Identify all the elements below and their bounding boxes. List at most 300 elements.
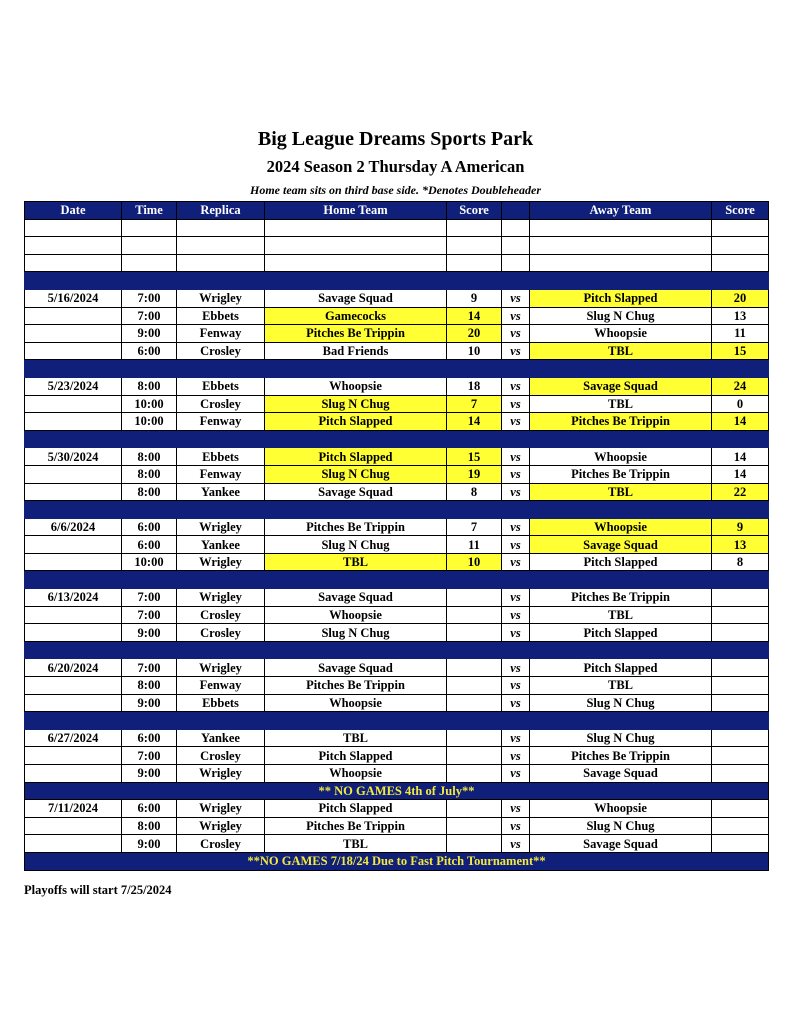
separator-cell [502,501,530,519]
game-row [25,536,769,554]
separator-cell [177,430,265,448]
home-score-cell: 15 [447,448,502,466]
home-score-cell [447,694,502,712]
vs-cell: vs [502,747,530,765]
game-row [25,659,769,677]
home-score-cell: 8 [447,483,502,501]
time-cell: 6:00 [122,729,177,747]
home-score-cell [447,624,502,642]
game-row [25,606,769,624]
date-cell: 5/23/2024 [25,377,122,395]
home-team-cell: Savage Squad [265,483,447,501]
empty-row [25,237,769,255]
replica-cell: Ebbets [177,694,265,712]
empty-row [25,254,769,272]
empty-row [25,219,769,237]
away-team-cell: TBL [530,483,712,501]
empty-cell [712,237,769,255]
away-score-cell: 13 [712,307,769,325]
home-team-cell: Whoopsie [265,694,447,712]
empty-cell [177,237,265,255]
home-team-cell: Savage Squad [265,589,447,607]
away-team-cell: Whoopsie [530,800,712,818]
replica-cell: Ebbets [177,377,265,395]
replica-cell: Wrigley [177,553,265,571]
date-cell: 6/20/2024 [25,659,122,677]
time-cell: 6:00 [122,800,177,818]
separator-cell [25,501,122,519]
home-score-cell: 7 [447,395,502,413]
vs-cell: vs [502,289,530,307]
vs-cell: vs [502,448,530,466]
away-team-cell: Slug N Chug [530,729,712,747]
separator-row [25,360,769,378]
page-subtitle: 2024 Season 2 Thursday A American [266,157,525,176]
vs-cell: vs [502,800,530,818]
vs-cell: vs [502,694,530,712]
separator-row [25,712,769,730]
vs-cell: vs [502,342,530,360]
away-score-cell [712,800,769,818]
date-cell: 6/6/2024 [25,518,122,536]
away-score-cell [712,589,769,607]
vs-cell: vs [502,659,530,677]
vs-cell: vs [502,413,530,431]
separator-row [25,430,769,448]
replica-cell: Fenway [177,413,265,431]
away-team-cell: Whoopsie [530,518,712,536]
time-cell: 6:00 [122,342,177,360]
date-cell [25,747,122,765]
home-score-cell [447,729,502,747]
empty-cell [25,219,122,237]
separator-row [25,641,769,659]
date-cell [25,677,122,695]
away-score-cell [712,817,769,835]
date-cell [25,307,122,325]
away-score-cell [712,765,769,783]
empty-cell [447,219,502,237]
away-score-cell: 22 [712,483,769,501]
away-team-cell: Slug N Chug [530,307,712,325]
home-team-cell: Gamecocks [265,307,447,325]
replica-cell: Wrigley [177,765,265,783]
empty-cell [530,219,712,237]
home-score-cell: 18 [447,377,502,395]
date-cell [25,465,122,483]
separator-cell [265,430,447,448]
separator-cell [712,712,769,730]
col-header-time: Time [122,202,177,220]
game-row [25,694,769,712]
separator-cell [712,571,769,589]
date-cell [25,342,122,360]
home-team-cell: Pitches Be Trippin [265,677,447,695]
separator-cell [265,360,447,378]
separator-cell [25,571,122,589]
empty-cell [502,237,530,255]
replica-cell: Wrigley [177,289,265,307]
date-cell [25,483,122,501]
empty-cell [122,254,177,272]
separator-cell [447,571,502,589]
date-cell [25,553,122,571]
separator-row [25,501,769,519]
separator-cell [122,430,177,448]
away-score-cell [712,677,769,695]
home-score-cell: 11 [447,536,502,554]
time-cell: 8:00 [122,448,177,466]
notice-row [25,852,769,870]
separator-cell [177,641,265,659]
away-team-cell: Pitch Slapped [530,289,712,307]
home-score-cell [447,589,502,607]
home-score-cell [447,817,502,835]
separator-cell [265,501,447,519]
home-score-cell: 14 [447,413,502,431]
away-score-cell [712,729,769,747]
date-cell: 5/30/2024 [25,448,122,466]
vs-cell: vs [502,624,530,642]
empty-cell [712,219,769,237]
away-score-cell [712,747,769,765]
empty-cell [530,254,712,272]
schedule-table [24,201,769,871]
vs-cell: vs [502,395,530,413]
date-cell: 5/16/2024 [25,289,122,307]
separator-cell [530,641,712,659]
date-cell [25,325,122,343]
game-row [25,325,769,343]
away-score-cell: 14 [712,413,769,431]
separator-cell [265,571,447,589]
separator-cell [122,272,177,290]
date-cell [25,606,122,624]
separator-cell [502,641,530,659]
home-score-cell [447,677,502,695]
home-team-cell: Whoopsie [265,606,447,624]
time-cell: 8:00 [122,377,177,395]
vs-cell: vs [502,817,530,835]
separator-cell [122,360,177,378]
date-cell: 6/13/2024 [25,589,122,607]
separator-cell [25,360,122,378]
separator-cell [712,272,769,290]
separator-cell [502,360,530,378]
game-row [25,465,769,483]
col-header-home-team: Home Team [265,202,447,220]
vs-cell: vs [502,518,530,536]
date-cell [25,395,122,413]
time-cell: 10:00 [122,413,177,431]
home-team-cell: Pitches Be Trippin [265,518,447,536]
separator-cell [122,501,177,519]
empty-cell [265,254,447,272]
separator-cell [447,430,502,448]
home-team-cell: TBL [265,729,447,747]
home-team-cell: TBL [265,553,447,571]
away-team-cell: Whoopsie [530,325,712,343]
game-row [25,729,769,747]
home-score-cell [447,747,502,765]
away-team-cell: Slug N Chug [530,694,712,712]
away-team-cell: Pitches Be Trippin [530,747,712,765]
col-header-away-score: Score [712,202,769,220]
home-score-cell: 20 [447,325,502,343]
empty-cell [177,254,265,272]
time-cell: 9:00 [122,765,177,783]
home-team-cell: Slug N Chug [265,395,447,413]
away-score-cell: 14 [712,448,769,466]
separator-cell [177,501,265,519]
home-score-cell: 7 [447,518,502,536]
separator-row [25,272,769,290]
away-team-cell: Pitch Slapped [530,624,712,642]
time-cell: 10:00 [122,553,177,571]
empty-cell [265,219,447,237]
time-cell: 10:00 [122,395,177,413]
empty-cell [712,254,769,272]
time-cell: 7:00 [122,589,177,607]
game-row [25,395,769,413]
time-cell: 6:00 [122,536,177,554]
col-header-replica: Replica [177,202,265,220]
game-row [25,413,769,431]
away-score-cell [712,624,769,642]
home-score-cell: 14 [447,307,502,325]
replica-cell: Ebbets [177,307,265,325]
away-score-cell [712,606,769,624]
game-row [25,800,769,818]
away-score-cell [712,659,769,677]
away-team-cell: Pitch Slapped [530,659,712,677]
separator-cell [447,641,502,659]
away-score-cell: 14 [712,465,769,483]
game-row [25,589,769,607]
away-score-cell: 13 [712,536,769,554]
separator-cell [177,712,265,730]
schedule-body [25,219,769,870]
game-row [25,342,769,360]
separator-cell [712,360,769,378]
col-header-vs [502,202,530,220]
separator-cell [265,641,447,659]
away-team-cell: Savage Squad [530,536,712,554]
date-cell: 7/11/2024 [25,800,122,818]
separator-cell [502,272,530,290]
home-score-cell [447,606,502,624]
home-team-cell: Savage Squad [265,659,447,677]
away-score-cell: 8 [712,553,769,571]
time-cell: 6:00 [122,518,177,536]
replica-cell: Crosley [177,606,265,624]
empty-cell [265,237,447,255]
notice-text: **NO GAMES 7/18/24 Due to Fast Pitch Tournament** [25,852,769,870]
replica-cell: Yankee [177,483,265,501]
time-cell: 9:00 [122,325,177,343]
home-team-cell: Slug N Chug [265,465,447,483]
page-title: Big League Dreams Sports Park [257,128,534,150]
away-score-cell: 20 [712,289,769,307]
home-team-cell: Bad Friends [265,342,447,360]
replica-cell: Crosley [177,624,265,642]
vs-cell: vs [502,765,530,783]
col-header-away-team: Away Team [530,202,712,220]
game-row [25,483,769,501]
game-row [25,677,769,695]
vs-cell: vs [502,377,530,395]
away-score-cell: 9 [712,518,769,536]
away-team-cell: Whoopsie [530,448,712,466]
empty-cell [25,254,122,272]
replica-cell: Fenway [177,325,265,343]
separator-cell [502,712,530,730]
home-team-cell: Whoopsie [265,765,447,783]
vs-cell: vs [502,589,530,607]
header-row [25,202,769,220]
vs-cell: vs [502,835,530,853]
away-team-cell: Savage Squad [530,377,712,395]
separator-cell [122,571,177,589]
time-cell: 7:00 [122,659,177,677]
replica-cell: Wrigley [177,518,265,536]
replica-cell: Fenway [177,465,265,483]
time-cell: 7:00 [122,289,177,307]
empty-cell [502,254,530,272]
empty-cell [502,219,530,237]
game-row [25,377,769,395]
away-score-cell [712,694,769,712]
away-score-cell: 11 [712,325,769,343]
time-cell: 9:00 [122,835,177,853]
replica-cell: Ebbets [177,448,265,466]
separator-cell [25,430,122,448]
separator-cell [177,360,265,378]
away-score-cell: 24 [712,377,769,395]
game-row [25,624,769,642]
vs-cell: vs [502,536,530,554]
time-cell: 9:00 [122,694,177,712]
separator-cell [447,501,502,519]
home-team-cell: Pitch Slapped [265,800,447,818]
separator-cell [530,571,712,589]
separator-cell [502,571,530,589]
replica-cell: Wrigley [177,589,265,607]
game-row [25,448,769,466]
empty-cell [447,237,502,255]
time-cell: 8:00 [122,817,177,835]
separator-cell [265,712,447,730]
playoffs-note: Playoffs will start 7/25/2024 [24,883,172,897]
vs-cell: vs [502,677,530,695]
date-cell [25,817,122,835]
home-score-cell [447,765,502,783]
away-team-cell: Pitches Be Trippin [530,589,712,607]
home-score-cell: 9 [447,289,502,307]
away-score-cell [712,835,769,853]
separator-cell [530,501,712,519]
home-team-cell: Slug N Chug [265,624,447,642]
time-cell: 7:00 [122,606,177,624]
time-cell: 9:00 [122,624,177,642]
home-score-cell: 10 [447,342,502,360]
home-team-cell: Whoopsie [265,377,447,395]
game-row [25,835,769,853]
separator-cell [712,641,769,659]
game-row [25,307,769,325]
away-team-cell: TBL [530,395,712,413]
vs-cell: vs [502,729,530,747]
away-team-cell: TBL [530,606,712,624]
separator-cell [530,430,712,448]
notice-row [25,782,769,800]
replica-cell: Crosley [177,342,265,360]
separator-cell [502,430,530,448]
away-team-cell: Pitches Be Trippin [530,465,712,483]
replica-cell: Crosley [177,747,265,765]
time-cell: 8:00 [122,483,177,501]
away-score-cell: 15 [712,342,769,360]
away-team-cell: Pitches Be Trippin [530,413,712,431]
separator-cell [122,712,177,730]
home-team-cell: Savage Squad [265,289,447,307]
time-cell: 7:00 [122,307,177,325]
vs-cell: vs [502,606,530,624]
separator-cell [530,360,712,378]
separator-cell [25,712,122,730]
replica-cell: Fenway [177,677,265,695]
empty-cell [447,254,502,272]
separator-row [25,571,769,589]
away-team-cell: Slug N Chug [530,817,712,835]
home-team-cell: Pitch Slapped [265,448,447,466]
time-cell: 8:00 [122,465,177,483]
game-row [25,765,769,783]
separator-cell [447,360,502,378]
vs-cell: vs [502,553,530,571]
home-score-cell: 19 [447,465,502,483]
date-cell [25,624,122,642]
replica-cell: Wrigley [177,659,265,677]
replica-cell: Wrigley [177,817,265,835]
separator-cell [447,712,502,730]
separator-cell [712,501,769,519]
away-team-cell: TBL [530,342,712,360]
home-team-cell: Slug N Chug [265,536,447,554]
home-team-cell: Pitch Slapped [265,413,447,431]
empty-cell [122,219,177,237]
separator-cell [530,272,712,290]
home-score-cell [447,659,502,677]
home-team-cell: Pitches Be Trippin [265,817,447,835]
vs-cell: vs [502,325,530,343]
away-team-cell: Pitch Slapped [530,553,712,571]
replica-cell: Yankee [177,729,265,747]
replica-cell: Wrigley [177,800,265,818]
col-header-date: Date [25,202,122,220]
vs-cell: vs [502,465,530,483]
game-row [25,817,769,835]
home-team-cell: TBL [265,835,447,853]
separator-cell [530,712,712,730]
vs-cell: vs [502,483,530,501]
time-cell: 7:00 [122,747,177,765]
col-header-home-score: Score [447,202,502,220]
notice-text: ** NO GAMES 4th of July** [25,782,769,800]
separator-cell [122,641,177,659]
separator-cell [447,272,502,290]
separator-cell [177,272,265,290]
